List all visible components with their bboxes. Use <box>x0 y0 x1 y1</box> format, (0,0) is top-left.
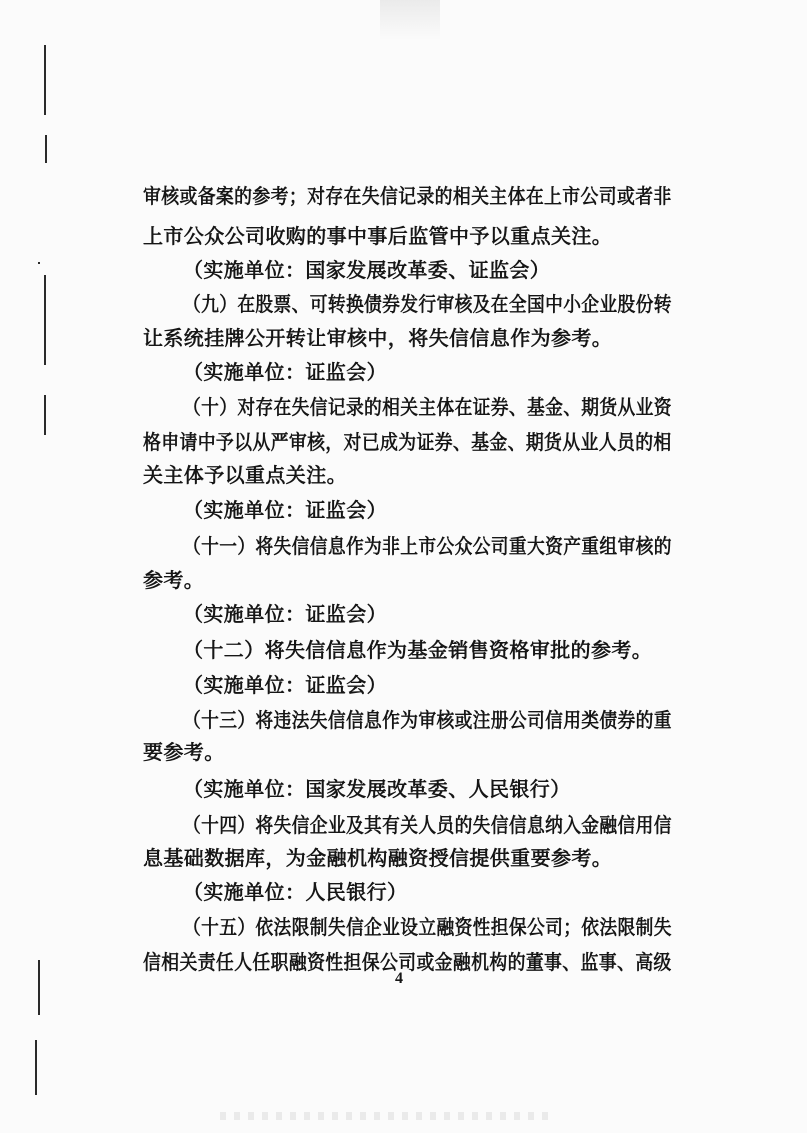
text-line: 审核或备案的参考；对存在失信记录的相关主体在上市公司或者非 <box>143 184 672 208</box>
text-line: （十）对存在失信记录的相关主体在证券、基金、期货从业资 <box>183 395 672 419</box>
scan-edge-mark <box>35 1040 37 1095</box>
text-line: （九）在股票、可转换债券发行审核及在全国中小企业股份转 <box>183 292 672 316</box>
text-line: （十二）将失信信息作为基金销售资格审批的参考。 <box>183 638 653 662</box>
text-line: （十三）将违法失信信息作为审核或注册公司信用类债券的重 <box>183 708 672 732</box>
text-line: 上市公众公司收购的事中事后监管中予以重点关注。 <box>143 224 613 248</box>
text-line: （实施单位：证监会） <box>183 602 387 626</box>
text-line: 让系统挂牌公开转让审核中，将失信信息作为参考。 <box>143 326 613 350</box>
scan-noise <box>220 1112 550 1120</box>
text-line: （实施单位：国家发展改革委、证监会） <box>183 258 551 282</box>
text-line: （实施单位：人民银行） <box>183 880 408 904</box>
text-line: （实施单位：证监会） <box>183 360 387 384</box>
text-line: （十五）依法限制失信企业设立融资性担保公司；依法限制失 <box>183 915 672 939</box>
text-line: 关主体予以重点关注。 <box>143 463 347 487</box>
text-line: 信相关责任人任职融资性担保公司或金融机构的董事、监事、高级 <box>143 950 672 974</box>
text-line: 息基础数据库，为金融机构融资授信提供重要参考。 <box>143 846 613 870</box>
scan-edge-mark <box>44 45 46 115</box>
text-line: （十一）将失信信息作为非上市公众公司重大资产重组审核的 <box>183 534 672 558</box>
text-line: 格申请中予以从严审核，对已成为证券、基金、期货从业人员的相 <box>143 430 672 454</box>
text-line: （十四）将失信企业及其有关人员的失信信息纳入金融信用信 <box>183 813 672 837</box>
scan-edge-mark <box>38 262 40 264</box>
scan-edge-mark <box>44 275 46 365</box>
text-line: 参考。 <box>143 568 205 592</box>
text-line: 要参考。 <box>143 740 225 764</box>
text-line: （实施单位：证监会） <box>183 673 387 697</box>
scan-edge-mark <box>44 395 46 435</box>
scan-edge-mark <box>38 960 40 1015</box>
text-line: （实施单位：国家发展改革委、人民银行） <box>183 777 571 801</box>
scan-shadow <box>380 0 440 40</box>
scan-edge-mark <box>45 135 47 163</box>
text-line: （实施单位：证监会） <box>183 498 387 522</box>
page-number: 4 <box>395 970 403 987</box>
